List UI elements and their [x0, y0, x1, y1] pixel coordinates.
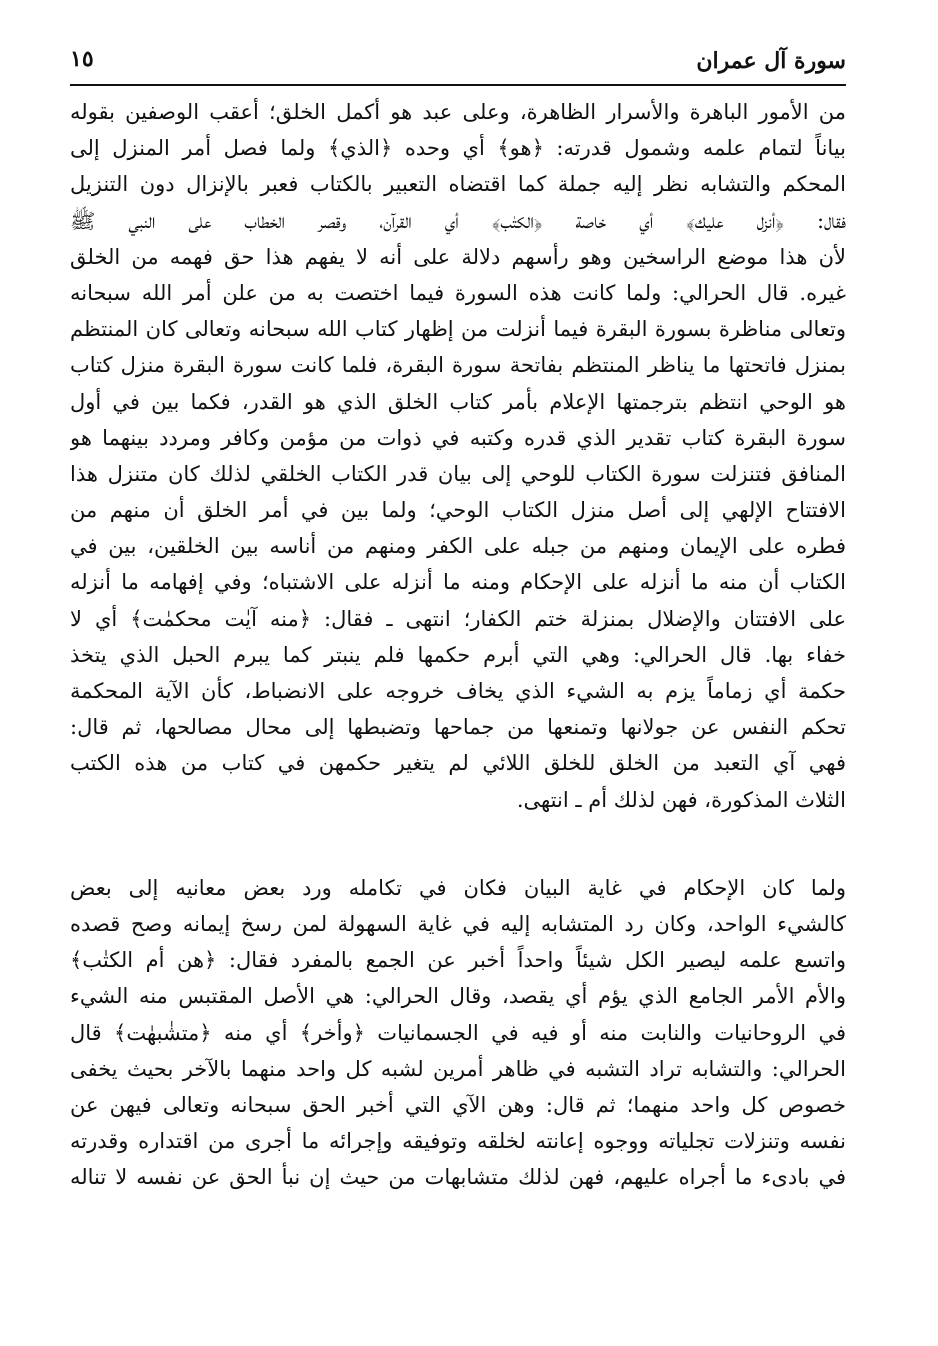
page-body [70, 94, 846, 1195]
text-line: فهي آي التعبد من الخلق للخلق اللائي لم يتغير حكمهن في كتاب من هذه الكتب [70, 751, 846, 776]
text-line: خصوص كل واحد منهما؛ ثم قال: وهن الآي التي أخبر الحق سبحانه وتعالى فيهن عن [70, 1092, 846, 1117]
text-line: لأن هذا موضع الراسخين وهو رأسهم دلالة على أنه لا يفهم هذا حق فهمه من الخلق [70, 244, 846, 269]
text-line: فقال: ﴿أنزل عليك﴾ أي خاصة ﴿الكتٰب﴾ أي القرآن، وقصر الخطاب على النبي ﷺ [70, 208, 846, 233]
text-line: كالشيء الواحد، وكان رد المتشابه إليه في غاية السهولة لمن رسخ إيمانه وصح قصده [70, 911, 846, 936]
text-line: فطره على الإيمان ومنهم من جبله على الكفر ومنهم من أناسه بين الخلقين، بين في [70, 534, 846, 559]
text-line: بياناً لتمام علمه وشمول قدرته: ﴿هو﴾ أي وحده ﴿الذي﴾ ولما فصل أمر المنزل إلى [70, 136, 846, 161]
text-line: بمنزل فاتحتها ما يناظر المنتظم بفاتحة سورة البقرة، فلما كانت سورة البقرة منزل كتاب [70, 353, 846, 378]
text-line: واتسع علمه ليصير الكل شيئاً واحداً أخبر عن الجمع بالمفرد فقال: ﴿هن أم الكتٰب﴾ [70, 948, 846, 973]
text-line: الثلاث المذكورة، فهن لذلك أم ـ انتهى. [516, 787, 846, 812]
text-line: الحرالي: والتشابه تراد التشبه في ظاهر أمرين لشبه كل واحد منهما بالآخر بحيث يخفى [70, 1056, 846, 1081]
text-line: هو الوحي انتظم بترجمتها الإعلام بأمر كتاب الخلق الذي هو القدر، فكما بين في أول [70, 389, 846, 414]
text-line: وتعالى مناظرة بسورة البقرة فيما أنزلت من إظهار كتاب الله سبحانه وتعالى كان المنتظم [70, 317, 846, 342]
text-line: المنافق فتنزلت سورة الكتاب للوحي إلى بيان قدر الكتاب الخلقي لذلك كان متنزل هذا [70, 461, 846, 486]
paragraph-1 [70, 94, 846, 818]
text-line: الافتتاح الإلهي إلى أصل منزل الكتاب الوحي؛ ولما بين في أمر الخلق أن منهم من [70, 498, 846, 523]
paragraph-2 [70, 870, 846, 1196]
text-line: على الافتتان والإضلال بمنزلة ختم الكفار؛ انتهى ـ فقال: ﴿منه آيٰت محكمٰت﴾ أي لا [70, 606, 846, 631]
text-line: في بادىء ما أجراه عليهم، فهن لذلك متشابهات من حيث إن نبأ الحق عن نفسه لا تناله [70, 1165, 846, 1190]
text-line: نفسه وتنزلات تجلياته ووجوه إعانته لخلقه وتوفيقه وإجرائه ما أجرى من اقتداره وقدرته [70, 1129, 846, 1154]
text-line: المحكم والتشابه نظر إليه جملة كما اقتضاه التعبير بالكتاب فعبر بالإنزال دون التنزيل [70, 172, 846, 197]
surah-title: سورة آل عمران [696, 48, 846, 74]
text-line: ولما كان الإحكام في غاية البيان فكان في تكامله ورد بعض معانيه إلى بعض [70, 875, 846, 900]
text-line: غيره. قال الحرالي: ولما كانت هذه السورة فيما اختصت به من علن أمر الله سبحانه [70, 280, 846, 305]
text-line: حكمة أي زماماً يزم به الشيء الذي يخاف خروجه على الانضباط، كأن الآية المحكمة [70, 679, 846, 703]
text-line: الكتاب أن منه ما أنزله على الإحكام ومنه ما أنزله على الاشتباه؛ وفي إفهامه ما أنزله [70, 570, 846, 595]
text-line: من الأمور الباهرة والأسرار الظاهرة، وعلى عبد هو أكمل الخلق؛ أعقب الوصفين بقوله [70, 100, 846, 124]
text-line: في الروحانيات والنابت منه أو فيه في الجسمانيات ﴿وأخر﴾ أي منه ﴿متشٰبهٰت﴾ قال [70, 1020, 846, 1045]
paragraph-gap [70, 818, 846, 870]
page-number: ١٥ [70, 46, 94, 72]
page-header [70, 44, 846, 86]
text-line: والأم الأمر الجامع الذي يؤم أي يقصد، وقال الحرالي: هي الأصل المقتبس منه الشيء [70, 984, 846, 1009]
text-line: تحكم النفس عن جولانها وتمنعها من جماحها وتضبطها إلى محال مصالحها، ثم قال: [70, 715, 846, 740]
text-line: خفاء بها. قال الحرالي: وهي التي أبرم حكمها فلم ينبتر كما يبرم الحبل الذي يتخذ [70, 642, 846, 667]
text-line: سورة البقرة كتاب تقدير الذي قدره وكتبه في ذوات من مؤمن وكافر ومردد بينهما هو [70, 425, 846, 450]
